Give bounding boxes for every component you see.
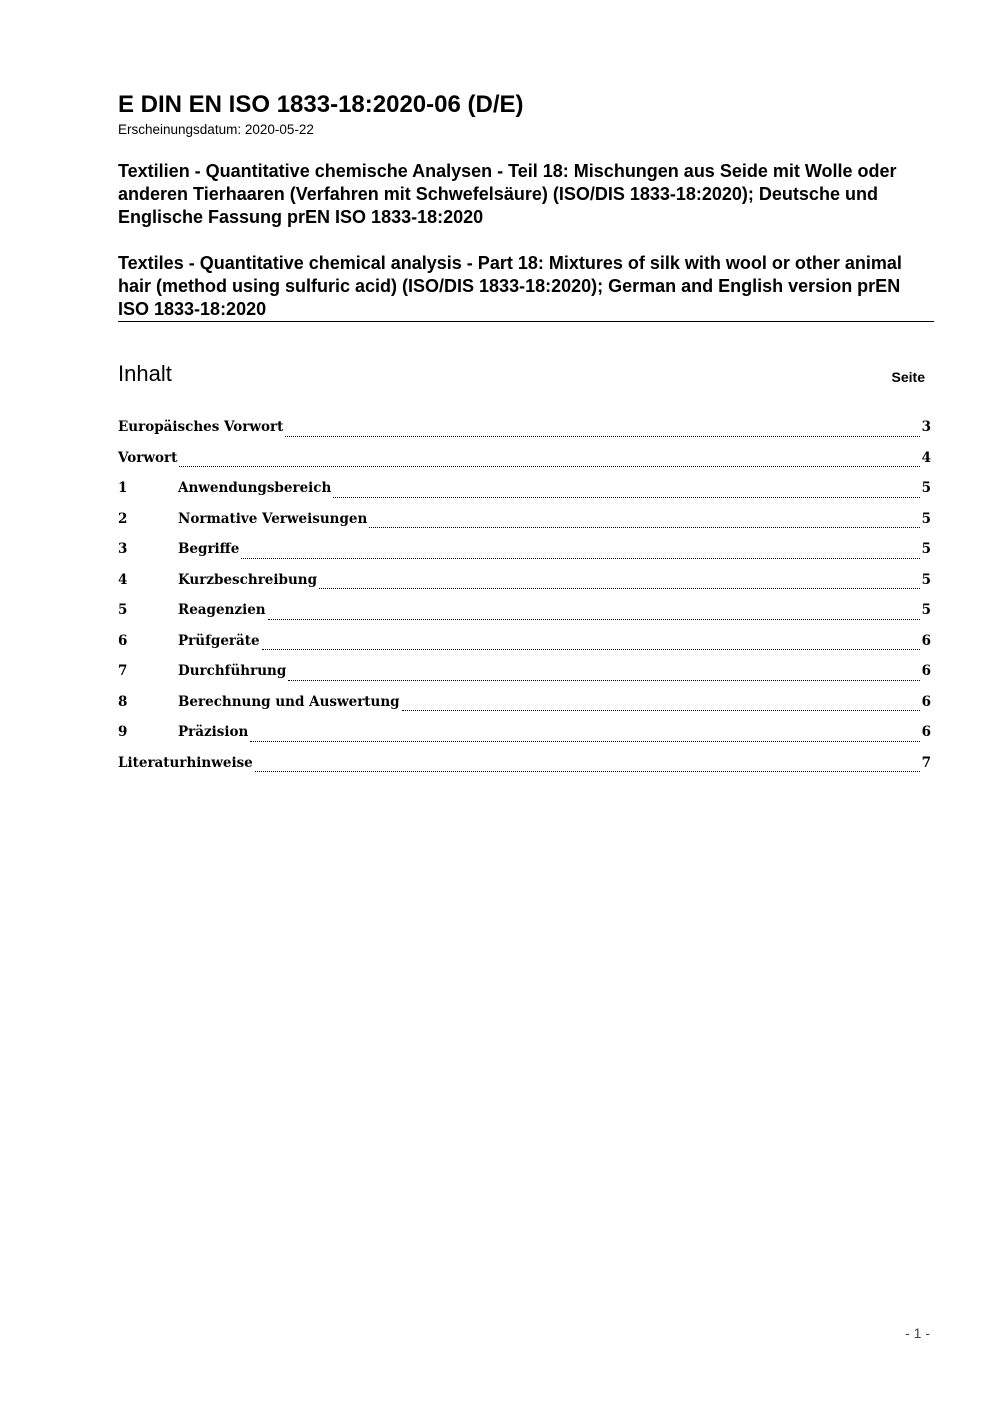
toc-entry-title: Prüfgeräte bbox=[178, 632, 260, 649]
toc-entry-number: 8 bbox=[118, 693, 128, 710]
toc-entry-number: 1 bbox=[118, 480, 128, 496]
document-id: E DIN EN ISO 1833-18:2020-06 (D/E) bbox=[118, 91, 524, 118]
toc-dot-leader bbox=[333, 497, 919, 498]
toc-entry-title: Berechnung und Auswertung bbox=[178, 693, 400, 710]
toc-entry[interactable] bbox=[118, 569, 931, 600]
toc-entry-page: 6 bbox=[921, 724, 931, 740]
toc-entry-number: 6 bbox=[118, 632, 128, 649]
table-of-contents bbox=[118, 416, 931, 782]
toc-entry-title: Europäisches Vorwort bbox=[118, 419, 284, 435]
toc-entry-title: Präzision bbox=[178, 724, 249, 740]
toc-dot-leader bbox=[369, 527, 919, 528]
toc-entry-number: 9 bbox=[118, 724, 128, 740]
toc-entry-page: 6 bbox=[921, 663, 931, 679]
toc-entry[interactable] bbox=[118, 447, 931, 478]
publication-date: Erscheinungsdatum: 2020-05-22 bbox=[118, 122, 314, 137]
toc-page-column-header: Seite bbox=[891, 369, 925, 385]
toc-entry[interactable] bbox=[118, 599, 931, 630]
toc-entry[interactable] bbox=[118, 508, 931, 539]
toc-entry-title: Kurzbeschreibung bbox=[178, 571, 318, 588]
toc-entry[interactable] bbox=[118, 538, 931, 569]
toc-entry-page: 6 bbox=[921, 693, 931, 710]
toc-entry[interactable] bbox=[118, 752, 931, 783]
toc-entry[interactable] bbox=[118, 630, 931, 661]
toc-entry-title: Reagenzien bbox=[178, 602, 266, 618]
toc-entry-title: Durchführung bbox=[178, 663, 287, 679]
toc-entry-number: 5 bbox=[118, 602, 128, 618]
toc-entry-number: 2 bbox=[118, 510, 128, 527]
toc-entry-number: 3 bbox=[118, 541, 128, 557]
toc-dot-leader bbox=[268, 619, 920, 620]
toc-entry-title: Normative Verweisungen bbox=[178, 510, 368, 527]
toc-entry-page: 4 bbox=[921, 449, 931, 466]
toc-entry[interactable] bbox=[118, 477, 931, 508]
toc-entry[interactable] bbox=[118, 416, 931, 447]
toc-entry[interactable] bbox=[118, 691, 931, 722]
toc-entry-page: 7 bbox=[921, 754, 931, 771]
toc-entry-title: Literaturhinweise bbox=[118, 754, 253, 771]
toc-entry-page: 3 bbox=[921, 419, 931, 435]
toc-entry[interactable] bbox=[118, 721, 931, 752]
toc-dot-leader bbox=[285, 436, 919, 437]
toc-entry-page: 5 bbox=[921, 480, 931, 496]
toc-dot-leader bbox=[255, 771, 920, 772]
toc-entry-title: Anwendungsbereich bbox=[178, 480, 332, 496]
toc-dot-leader bbox=[262, 649, 920, 650]
page-number: - 1 - bbox=[905, 1325, 930, 1341]
header-divider bbox=[118, 321, 934, 322]
toc-dot-leader bbox=[179, 466, 919, 467]
toc-entry-title: Vorwort bbox=[118, 449, 178, 466]
toc-entry-number: 7 bbox=[118, 663, 128, 679]
toc-entry-title: Begriffe bbox=[178, 541, 240, 557]
toc-entry-page: 6 bbox=[921, 632, 931, 649]
toc-dot-leader bbox=[250, 741, 919, 742]
toc-entry-page: 5 bbox=[921, 602, 931, 618]
title-german: Textilien - Quantitative chemische Analysen - Teil 18: Mischungen aus Seide mit Wolle oder anderen Tierhaaren (Verfahren mit Schwefelsäure) (ISO/DIS 1833-18:2020); Deutsche und Englische Fassung prEN ISO 1833-18:2020 bbox=[118, 161, 897, 227]
toc-entry[interactable] bbox=[118, 660, 931, 691]
toc-heading: Inhalt bbox=[118, 361, 172, 386]
toc-entry-page: 5 bbox=[921, 571, 931, 588]
toc-dot-leader bbox=[241, 558, 919, 559]
toc-dot-leader bbox=[402, 710, 920, 711]
toc-entry-number: 4 bbox=[118, 571, 128, 588]
toc-dot-leader bbox=[319, 588, 920, 589]
toc-entry-page: 5 bbox=[921, 541, 931, 557]
toc-entry-page: 5 bbox=[921, 510, 931, 527]
title-english: Textiles - Quantitative chemical analysis - Part 18: Mixtures of silk with wool or other animal hair (method using sulfuric acid) (ISO/DIS 1833-18:2020); German and English version prEN ISO 1833-18:2020 bbox=[118, 253, 902, 319]
toc-dot-leader bbox=[288, 680, 919, 681]
